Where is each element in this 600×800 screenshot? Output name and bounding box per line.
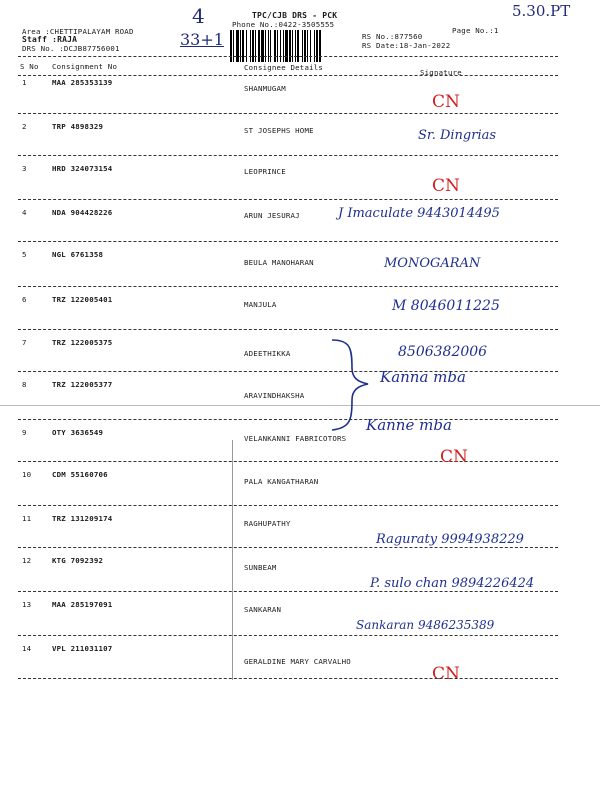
row-consignment-no: MAA 285197091 <box>52 600 113 609</box>
drs-value: DCJB87756001 <box>63 44 120 53</box>
row-divider <box>18 635 558 636</box>
row-signature: M 8046011225 <box>392 298 500 314</box>
row-consignee: MANJULA <box>244 300 277 309</box>
row-consignee: ST JOSEPHS HOME <box>244 126 314 135</box>
row-sno: 2 <box>22 122 27 131</box>
row-signature: Sankaran 9486235389 <box>356 618 495 632</box>
area-label: Area : <box>22 27 50 36</box>
row-divider <box>18 547 558 548</box>
row-consignee: PALA KANGATHARAN <box>244 477 319 486</box>
staff-label: Staff : <box>22 35 58 44</box>
row-consignee: ARAVINDHAKSHA <box>244 391 305 400</box>
row-sno: 14 <box>22 644 32 653</box>
row-signature: CN <box>440 447 468 467</box>
row-consignment-no: TRP 4898329 <box>52 122 104 131</box>
row-sno: 9 <box>22 428 27 437</box>
row-consignee: SUNBEAM <box>244 563 277 572</box>
row-consignment-no: TRZ 131209174 <box>52 514 113 523</box>
page-number: Page No.:1 <box>452 26 499 35</box>
row-consignee: GERALDINE MARY CARVALHO <box>244 657 351 666</box>
row-signature: MONOGARAN <box>384 256 481 271</box>
row-signature: CN <box>432 92 460 112</box>
row-sno: 7 <box>22 338 27 347</box>
row-sno: 13 <box>22 600 32 609</box>
drs-label: DRS No. : <box>22 44 64 53</box>
row-divider <box>18 461 558 462</box>
bracket-mark <box>328 338 388 433</box>
row-divider <box>18 505 558 506</box>
row-consignment-no: NGL 6761358 <box>52 250 104 259</box>
row-sno: 12 <box>22 556 32 565</box>
row-consignment-no: HRD 324073154 <box>52 164 113 173</box>
barcode-bar <box>321 30 322 62</box>
drs-line <box>22 44 120 53</box>
rs-date: RS Date:18-Jan-2022 <box>362 41 451 50</box>
row-signature: 8506382006 <box>398 344 488 360</box>
sheet-title: TPC/CJB DRS - PCK <box>252 11 338 20</box>
row-divider <box>18 591 558 592</box>
column-signature: Signature <box>420 68 462 77</box>
row-signature: CN <box>432 664 460 684</box>
row-consignee: ADEETHIKKA <box>244 349 291 358</box>
row-divider <box>18 241 558 242</box>
row-sno: 10 <box>22 470 32 479</box>
handwritten-count-top: 4 <box>192 4 205 28</box>
row-signature: CN <box>432 176 460 196</box>
row-divider <box>18 199 558 200</box>
row-signature: J Imaculate 9443014495 <box>338 206 500 221</box>
row-consignee: ARUN JESURAJ <box>244 211 300 220</box>
row-consignment-no: VPL 211031107 <box>52 644 113 653</box>
row-divider <box>18 678 558 679</box>
row-consignment-no: NDA 904428226 <box>52 208 113 217</box>
row-divider <box>18 155 558 156</box>
header-rule-top <box>18 56 558 57</box>
handwritten-count-bottom: 33+1 <box>180 30 224 49</box>
row-consignment-no: MAA 285353139 <box>52 78 113 87</box>
header-rule-bottom <box>18 75 558 76</box>
row-divider <box>18 113 558 114</box>
row-signature: Kanna mba <box>380 368 466 386</box>
row-signature: Kanne mba <box>366 416 452 434</box>
row-consignment-no: OTY 3636549 <box>52 428 104 437</box>
row-sno: 11 <box>22 514 32 523</box>
row-consignee: SANKARAN <box>244 605 282 614</box>
column-sno: S No <box>20 62 39 71</box>
area-value: CHETTIPALAYAM ROAD <box>49 27 134 36</box>
row-consignment-no: TRZ 122005375 <box>52 338 113 347</box>
column-divider <box>232 440 233 680</box>
row-sno: 8 <box>22 380 27 389</box>
row-consignment-no: TRZ 122005377 <box>52 380 113 389</box>
row-consignment-no: CDM 55160706 <box>52 470 108 479</box>
column-consignment: Consignment No <box>52 62 118 71</box>
row-sno: 5 <box>22 250 27 259</box>
row-signature: Sr. Dingrias <box>418 128 497 143</box>
row-consignee: LEOPRINCE <box>244 167 286 176</box>
row-consignee: BEULA MANOHARAN <box>244 258 314 267</box>
row-signature: P. sulo chan 9894226424 <box>370 576 535 591</box>
phone-number: Phone No.:0422-3505555 <box>232 20 335 29</box>
handwritten-time: 5.30.PT <box>512 2 571 20</box>
row-divider <box>18 329 558 330</box>
row-consignment-no: TRZ 122005401 <box>52 295 113 304</box>
row-divider <box>18 371 558 372</box>
row-consignee: RAGHUPATHY <box>244 519 291 528</box>
barcode <box>230 30 360 62</box>
row-sno: 3 <box>22 164 27 173</box>
row-sno: 1 <box>22 78 27 87</box>
row-sno: 4 <box>22 208 27 217</box>
rs-number: RS No.:877560 <box>362 32 423 41</box>
row-consignee: SHANMUGAM <box>244 84 286 93</box>
row-divider <box>18 419 558 420</box>
row-divider <box>18 286 558 287</box>
scan-fold-line <box>0 405 600 406</box>
staff-line <box>22 35 77 44</box>
column-consignee: Consignee Details <box>244 63 324 72</box>
row-sno: 6 <box>22 295 27 304</box>
row-consignment-no: KTG 7092392 <box>52 556 104 565</box>
row-signature: Raguraty 9994938229 <box>376 532 524 547</box>
row-consignee: VELANKANNI FABRICOTORS <box>244 434 347 443</box>
staff-value: RAJA <box>57 35 78 44</box>
